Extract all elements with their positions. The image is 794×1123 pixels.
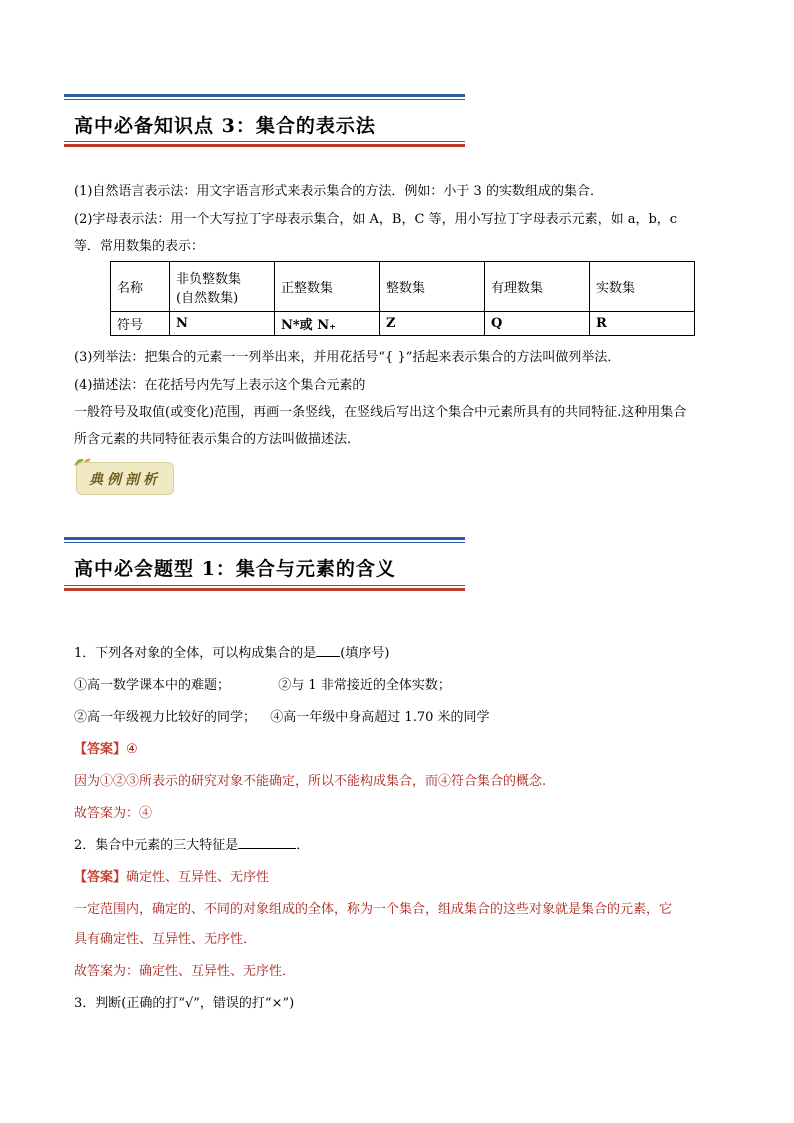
- header-rule-top: [64, 537, 465, 540]
- option-4: ④高一年级中身高超过 1.70 米的同学: [270, 710, 490, 725]
- section-title: 高中必会题型 1：集合与元素的含义: [74, 558, 396, 580]
- answer-tag: 【答案】: [74, 870, 127, 885]
- table-cell: Q: [485, 312, 590, 336]
- question-text: 1．下列各对象的全体，可以构成集合的是: [74, 646, 317, 661]
- paragraph-natural-language: (1)自然语言表示法：用文字语言形式来表示集合的方法．例如：小于 3 的实数组成的集合．: [74, 184, 603, 199]
- table-cell: 实数集: [590, 262, 695, 312]
- answer-blank: [316, 644, 340, 657]
- question-3: 3．判断(正确的打“√”，错误的打“×”): [74, 996, 295, 1011]
- table-cell: 名称: [111, 262, 170, 312]
- question-1: [74, 642, 389, 661]
- table-cell-line: (自然数集): [176, 290, 239, 306]
- answer-value: ④: [126, 742, 138, 757]
- explanation-2-cont: 具有确定性、互异性、无序性．: [74, 932, 257, 947]
- paragraph-description-end: 所含元素的共同特征表示集合的方法叫做描述法．: [74, 432, 361, 447]
- examples-badge: 典例剖析: [76, 462, 174, 495]
- paragraph-enumeration: (3)列举法：把集合的元素一一列举出来，并用花括号“{ }”括起来表示集合的方法叫做列举法．: [74, 350, 621, 365]
- explanation-1: 因为①②③所表示的研究对象不能确定，所以不能构成集合，而④符合集合的概念.: [74, 774, 547, 789]
- header-rule-bottom-thin: [64, 141, 465, 142]
- table-cell-line: 非负整数集: [176, 271, 242, 287]
- paragraph-letter-notation: (2)字母表示法：用一个大写拉丁字母表示集合，如 A，B，C 等，用小写拉丁字母表示元素，如 a，b，c: [74, 212, 678, 227]
- header-rule-bottom: [64, 144, 465, 147]
- answer-1: [74, 738, 138, 757]
- paragraph-description-cont: 一般符号及取值(或变化)范围，再画一条竖线，在竖线后写出这个集合中元素所具有的共同特征.这种用集合: [74, 405, 687, 420]
- header-rule-top-thin: [64, 542, 465, 543]
- question-suffix: ．: [296, 838, 310, 853]
- table-cell: 符号: [111, 312, 170, 336]
- table-cell: 有理数集: [485, 262, 590, 312]
- explanation-2: 一定范围内，确定的、不同的对象组成的全体，称为一个集合，组成集合的这些对象就是集合的元素，它: [74, 902, 673, 917]
- header-rule-top: [64, 94, 465, 97]
- table-row: [111, 262, 695, 312]
- header-rule-top-thin: [64, 99, 465, 100]
- header-rule-bottom: [64, 588, 465, 591]
- answer-2: [74, 866, 269, 885]
- answer-tag: 【答案】: [74, 742, 127, 757]
- table-cell: R: [590, 312, 695, 336]
- question-2: [74, 834, 309, 853]
- table-cell: N*或 N₊: [275, 312, 380, 336]
- final-answer-1: 故答案为：④: [74, 806, 153, 821]
- options-row-2: [74, 706, 490, 725]
- table-cell: 正整数集: [275, 262, 380, 312]
- table-cell: 整数集: [380, 262, 485, 312]
- question-suffix: (填序号): [340, 646, 390, 661]
- paragraph-letter-notation-cont: 等．常用数集的表示：: [74, 239, 205, 254]
- answer-value: 确定性、互异性、无序性: [126, 870, 270, 885]
- table-cell: N: [170, 312, 275, 336]
- table-cell: Z: [380, 312, 485, 336]
- options-row-1: [74, 674, 451, 693]
- section-title: 高中必备知识点 3：集合的表示法: [74, 115, 376, 137]
- number-sets-table: [110, 261, 695, 336]
- option-2: ②与 1 非常接近的全体实数；: [278, 678, 451, 693]
- paragraph-description: (4)描述法：在花括号内先写上表示这个集合元素的: [74, 378, 366, 393]
- answer-blank: [238, 836, 296, 849]
- header-rule-bottom-thin: [64, 585, 465, 586]
- final-answer-2: 故答案为：确定性、互异性、无序性．: [74, 964, 296, 979]
- table-cell: [170, 262, 275, 312]
- question-text: 2．集合中元素的三大特征是: [74, 838, 239, 853]
- option-1: ①高一数学课本中的难题；: [74, 678, 231, 693]
- table-row: [111, 312, 695, 336]
- option-3: ②高一年级视力比较好的同学；: [74, 710, 257, 725]
